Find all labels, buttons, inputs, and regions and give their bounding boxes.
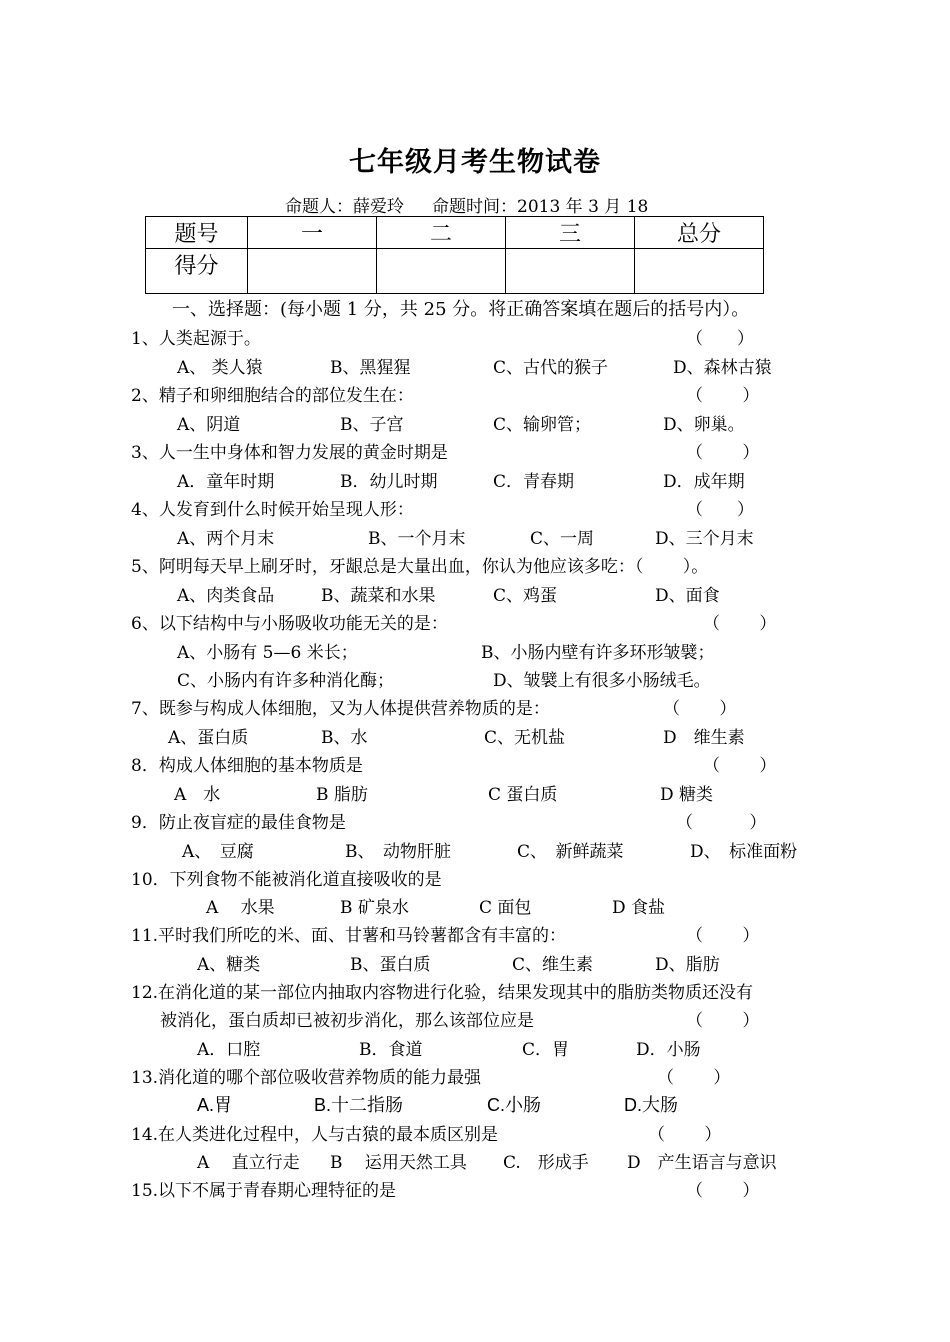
option: C、输卵管； (493, 415, 592, 435)
answer-bracket[interactable]: （ ） (703, 756, 777, 776)
option: B、黑猩猩 (330, 358, 411, 378)
option: B．幼儿时期 (340, 472, 438, 492)
option: D、脂肪 (655, 955, 720, 975)
option: D.大肠 (624, 1095, 678, 1115)
option: D 糖类 (660, 785, 714, 805)
option: C、 新鲜蔬菜 (517, 842, 624, 862)
option: B、小肠内壁有许多环形皱襞； (481, 643, 715, 663)
question-stem: 4、人发育到什么时候开始呈现人形： (131, 500, 414, 520)
option: D、面食 (655, 586, 720, 606)
score-row-label: 得分 (146, 249, 248, 294)
score-header-cell: 二 (377, 217, 506, 249)
question-stem: 11.平时我们所吃的米、面、甘薯和马铃薯都含有丰富的： (131, 926, 567, 946)
option: C. 形成手 (503, 1153, 589, 1173)
option: D、皱襞上有很多小肠绒毛。 (493, 671, 711, 691)
option: A、 豆腐 (182, 842, 254, 862)
answer-bracket[interactable]: （ ） (663, 699, 737, 719)
answer-bracket[interactable]: （ ） (703, 614, 777, 634)
option: A．童年时期 (177, 472, 275, 492)
answer-bracket[interactable]: （ ） (686, 500, 754, 520)
option: B、水 (321, 728, 368, 748)
option: D、森林古猿 (673, 358, 772, 378)
option: A、 类人猿 (177, 358, 263, 378)
author: 命题人：薛爱玲 (285, 197, 404, 217)
option: C 面包 (479, 898, 532, 918)
option: C.小肠 (487, 1095, 541, 1115)
option: D．小肠 (636, 1040, 701, 1060)
question-stem: 1、人类起源于。 (131, 329, 261, 349)
option: A 水 (174, 785, 221, 805)
answer-bracket[interactable]: （ ） (676, 813, 767, 833)
option: A 直立行走 (197, 1153, 300, 1173)
question-stem: 13.消化道的哪个部位吸收营养物质的能力最强 (131, 1068, 482, 1088)
option: C、鸡蛋 (493, 586, 558, 606)
question-stem: 6、以下结构中与小肠吸收功能无关的是： (131, 614, 448, 634)
option: A、肉类食品 (177, 586, 275, 606)
option: A 水果 (206, 898, 275, 918)
answer-bracket[interactable]: （ ） (686, 329, 754, 349)
option: B 运用天然工具 (330, 1153, 467, 1173)
option: B 矿泉水 (340, 898, 409, 918)
score-header-cell: 题号 (146, 217, 248, 249)
option: D．成年期 (663, 472, 745, 492)
option: C、一周 (530, 529, 595, 549)
exam-meta (285, 192, 648, 217)
option: C、无机盐 (484, 728, 566, 748)
option: A．口腔 (197, 1040, 261, 1060)
option: C、小肠内有许多种消化酶； (177, 671, 395, 691)
option: B、一个月末 (368, 529, 466, 549)
score-header-cell: 一 (248, 217, 377, 249)
option: D 维生素 (663, 728, 745, 748)
exam-date: 命题时间：2013 年 3 月 18 (432, 197, 649, 217)
score-header-cell: 三 (506, 217, 635, 249)
option: B、蛋白质 (350, 955, 431, 975)
option: C、古代的猴子 (493, 358, 609, 378)
option: D、三个月末 (655, 529, 754, 549)
option: A.胃 (197, 1095, 233, 1115)
option: B．食道 (359, 1040, 423, 1060)
option: B.十二指肠 (314, 1095, 404, 1115)
option: C 蛋白质 (488, 785, 558, 805)
option: D、卵巢。 (663, 415, 745, 435)
question-stem: 9．防止夜盲症的最佳食物是 (131, 813, 346, 833)
score-header-cell: 总分 (635, 217, 764, 249)
option: D、 标准面粉 (690, 842, 798, 862)
option: C、维生素 (512, 955, 594, 975)
option: B、 动物肝脏 (345, 842, 451, 862)
question-stem: 12.在消化道的某一部位内抽取内容物进行化验，结果发现其中的脂肪类物质还没有 (131, 983, 754, 1003)
section-heading: 一、选择题：(每小题 1 分，共 25 分。将正确答案填在题后的括号内）。 (172, 299, 750, 320)
question-stem: 8．构成人体细胞的基本物质是 (131, 756, 363, 776)
option: D 食盐 (612, 898, 666, 918)
option: A、糖类 (197, 955, 261, 975)
answer-bracket[interactable]: （ ） (657, 1068, 731, 1088)
question-stem: 5、阿明每天早上刷牙时，牙龈总是大量出血，你认为他应该多吃：（ ）。 (131, 557, 709, 577)
answer-bracket[interactable]: （ ） (686, 386, 760, 406)
score-cell[interactable] (248, 249, 377, 294)
answer-bracket[interactable]: （ ） (686, 443, 760, 463)
score-cell[interactable] (635, 249, 764, 294)
answer-bracket[interactable]: （ ） (686, 1011, 760, 1031)
option: C．青春期 (493, 472, 575, 492)
option: B、子宫 (340, 415, 404, 435)
answer-bracket[interactable]: （ ） (686, 1181, 760, 1201)
question-stem: 3、人一生中身体和智力发展的黄金时期是 (131, 443, 448, 463)
option: B、蔬菜和水果 (321, 586, 436, 606)
option: A、小肠有 5—6 米长； (177, 643, 358, 663)
exam-title: 七年级月考生物试卷 (349, 147, 601, 178)
answer-bracket[interactable]: （ ） (686, 926, 760, 946)
option: C．胃 (522, 1040, 570, 1060)
question-stem: 15.以下不属于青春期心理特征的是 (131, 1181, 397, 1201)
question-stem: 2、精子和卵细胞结合的部位发生在： (131, 386, 414, 406)
answer-bracket[interactable]: （ ） (648, 1125, 722, 1145)
score-cell[interactable] (506, 249, 635, 294)
option: A、蛋白质 (168, 728, 249, 748)
question-stem: 10．下列食物不能被消化道直接吸收的是 (131, 870, 442, 890)
question-stem-continued: 被消化，蛋白质却已被初步消化，那么该部位应是 (160, 1011, 534, 1031)
option: A、两个月末 (177, 529, 275, 549)
score-cell[interactable] (377, 249, 506, 294)
option: A、阴道 (177, 415, 241, 435)
score-table (145, 216, 764, 294)
option: B 脂肪 (316, 785, 368, 805)
question-stem: 14.在人类进化过程中，人与古猿的最本质区别是 (131, 1125, 499, 1145)
option: D 产生语言与意识 (627, 1153, 777, 1173)
question-stem: 7、既参与构成人体细胞，又为人体提供营养物质的是： (131, 699, 550, 719)
